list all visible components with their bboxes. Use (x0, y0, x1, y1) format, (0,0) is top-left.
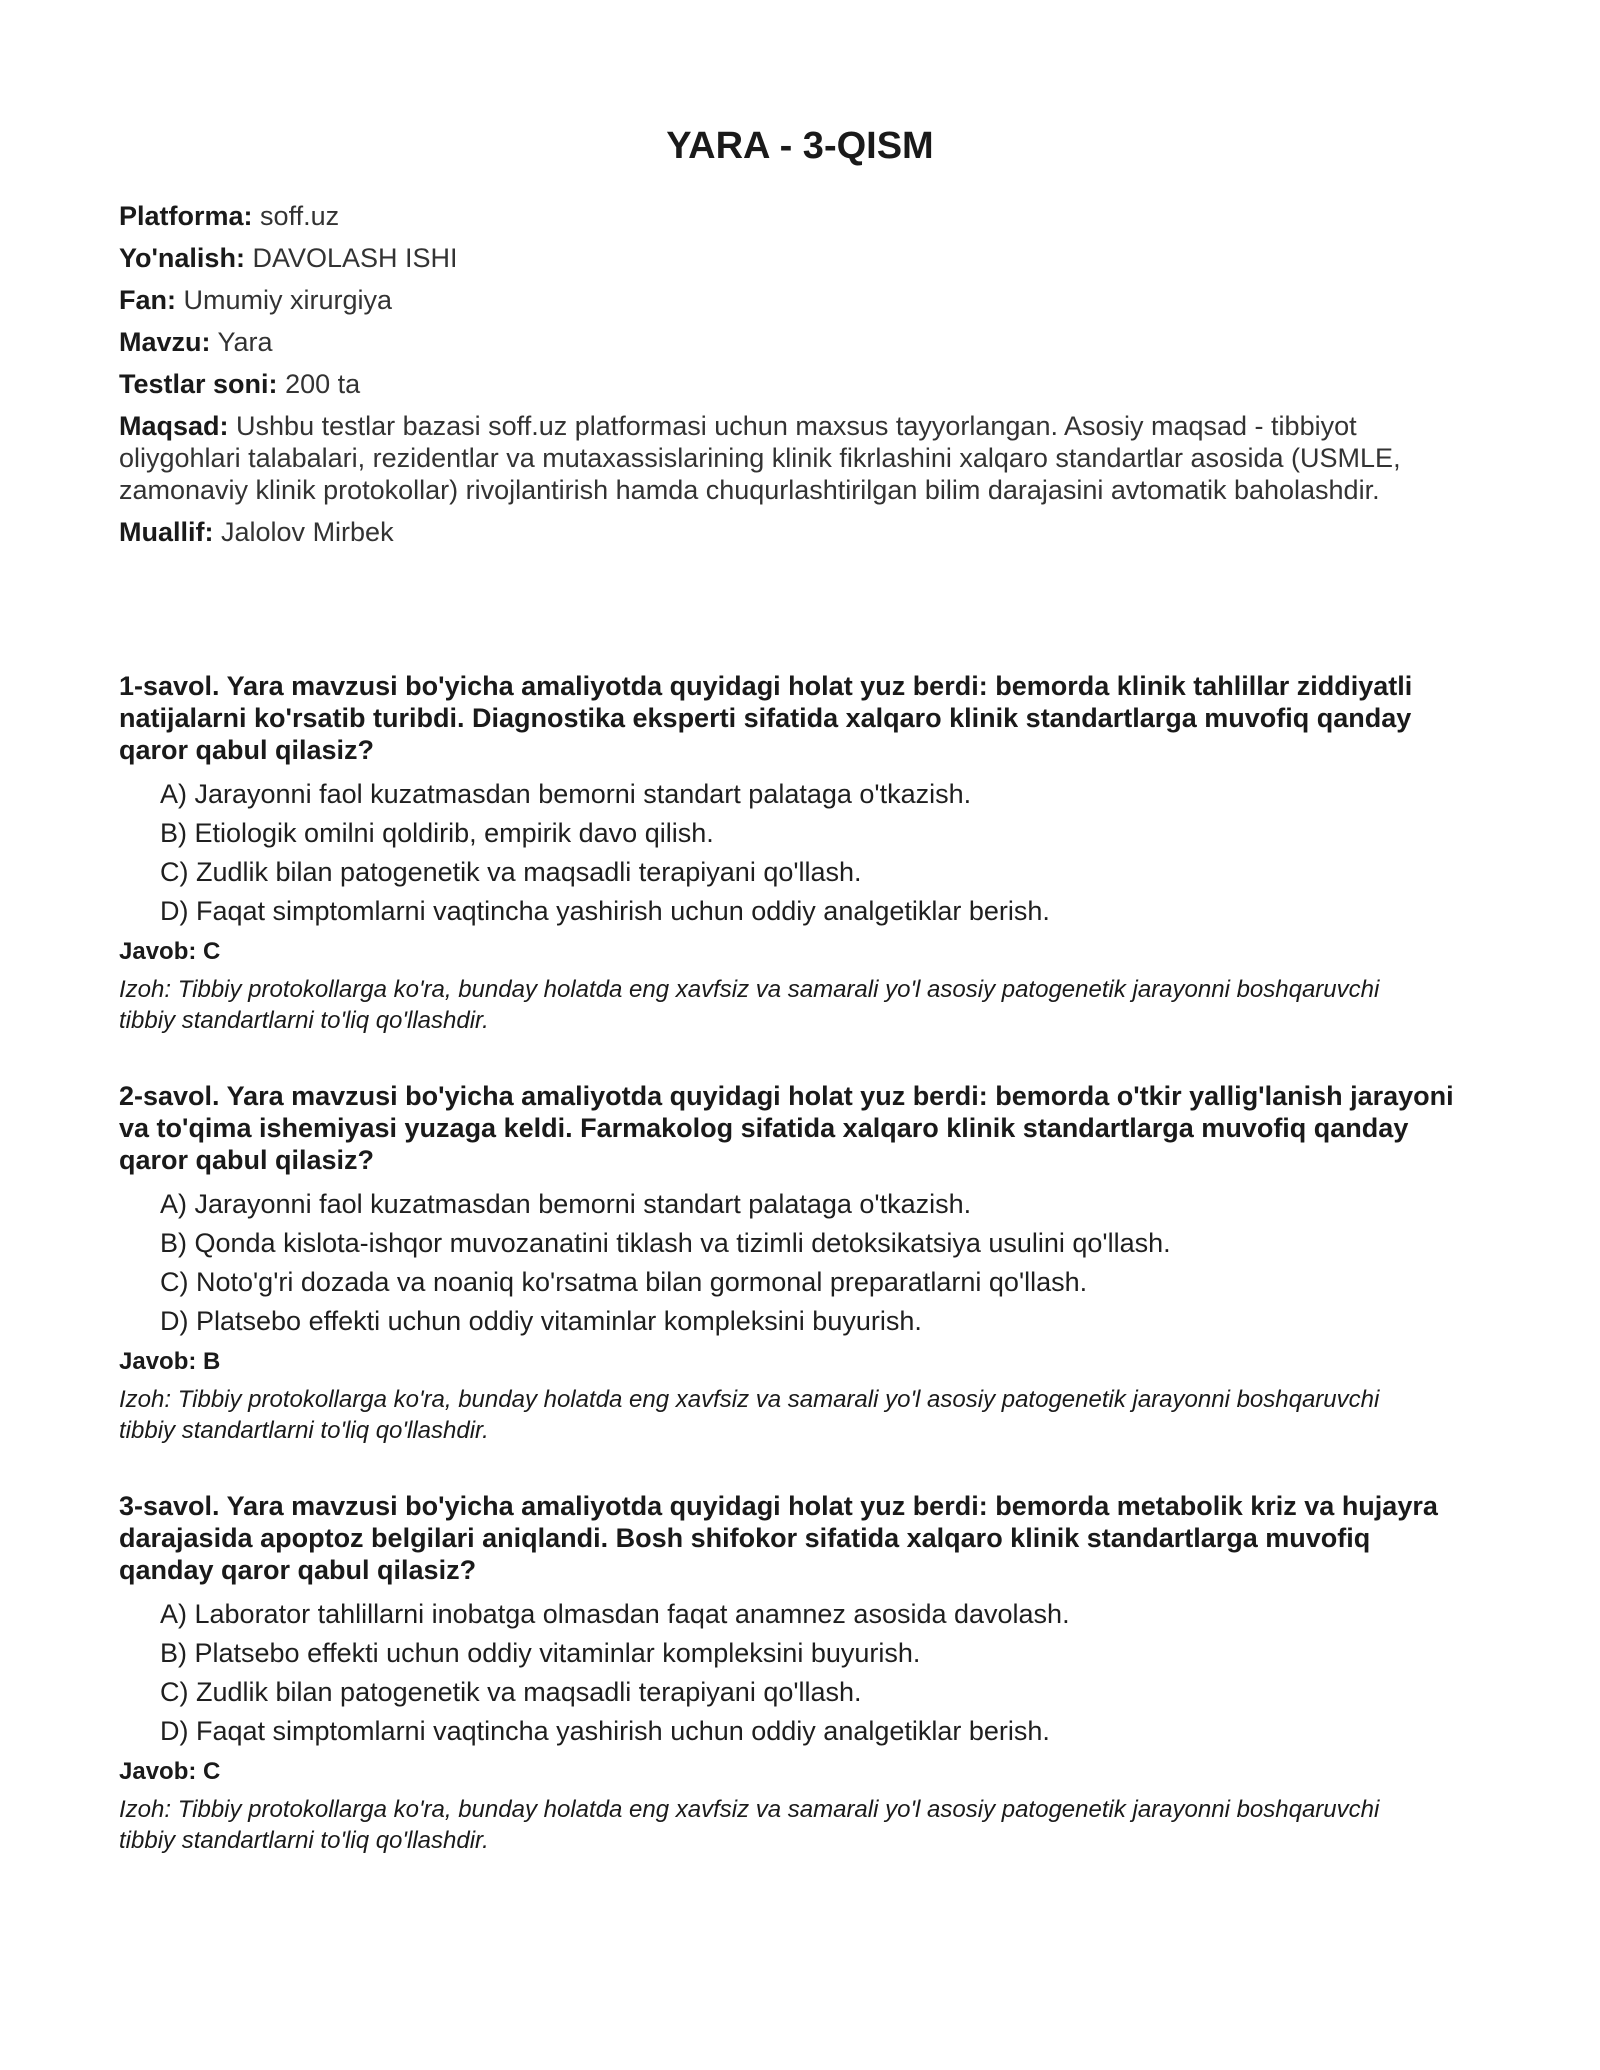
answer-options (119, 778, 1469, 927)
info-purpose (119, 410, 1459, 506)
option-d: D) Faqat simptomlarni vaqtincha yashirish uchun oddiy analgetiklar berish. (160, 896, 1050, 926)
document-info (119, 200, 1459, 558)
explanation: Izoh: Tibbiy protokollarga ko'ra, bunday holatda eng xavfsiz va samarali yo'l asosiy patogenetik jarayonni boshqaruvchi tibbiy standartlarni to'liq qo'llashdir. (119, 1796, 1380, 1854)
page-title: YARA - 3-QISM (666, 125, 934, 167)
correct-answer: Javob: B (119, 1348, 221, 1375)
option-c: C) Zudlik bilan patogenetik va maqsadli terapiyani qo'llash. (160, 1677, 862, 1707)
answer-options (119, 1598, 1469, 1747)
info-label: Muallif: (119, 517, 214, 547)
question-2 (119, 1080, 1469, 1446)
option-d: D) Platsebo effekti uchun oddiy vitaminlar kompleksini buyurish. (160, 1306, 922, 1336)
answer-options (119, 1188, 1469, 1337)
info-label: Yo'nalish: (119, 243, 245, 273)
info-platform (119, 200, 1459, 232)
question-text: 3-savol. Yara mavzusi bo'yicha amaliyotda quyidagi holat yuz berdi: bemorda metabolik kriz va hujayra darajasida apoptoz belgilari aniqlandi. Bosh shifokor sifatida xalqaro klinik standartlarga muvofiq qanday qaror qabul qilasiz? (119, 1491, 1438, 1585)
correct-answer: Javob: C (119, 938, 221, 965)
info-author (119, 516, 1459, 548)
info-value: Umumiy xirurgiya (183, 285, 393, 315)
explanation: Izoh: Tibbiy protokollarga ko'ra, bunday holatda eng xavfsiz va samarali yo'l asosiy patogenetik jarayonni boshqaruvchi tibbiy standartlarni to'liq qo'llashdir. (119, 1386, 1380, 1444)
info-direction (119, 242, 1459, 274)
option-b: B) Etiologik omilni qoldirib, empirik davo qilish. (160, 818, 714, 848)
info-label: Platforma: (119, 201, 253, 231)
info-value: Jalolov Mirbek (221, 517, 394, 547)
info-test-count (119, 368, 1459, 400)
info-subject (119, 284, 1459, 316)
option-c: C) Zudlik bilan patogenetik va maqsadli terapiyani qo'llash. (160, 857, 862, 887)
question-1 (119, 670, 1469, 1036)
option-b: B) Qonda kislota-ishqor muvozanatini tiklash va tizimli detoksikatsiya usulini qo'llash. (160, 1228, 1171, 1258)
info-label: Mavzu: (119, 327, 211, 357)
option-b: B) Platsebo effekti uchun oddiy vitaminlar kompleksini buyurish. (160, 1638, 921, 1668)
info-value: 200 ta (285, 369, 361, 399)
info-label: Maqsad: (119, 411, 229, 441)
info-value: DAVOLASH ISHI (252, 243, 458, 273)
option-a: A) Jarayonni faol kuzatmasdan bemorni standart palataga o'tkazish. (160, 1189, 972, 1219)
option-c: C) Noto'g'ri dozada va noaniq ko'rsatma bilan gormonal preparatlarni qo'llash. (160, 1267, 1088, 1297)
option-a: A) Laborator tahlillarni inobatga olmasdan faqat anamnez asosida davolash. (160, 1599, 1070, 1629)
question-text: 1-savol. Yara mavzusi bo'yicha amaliyotda quyidagi holat yuz berdi: bemorda klinik tahlillar ziddiyatli natijalarni ko'rsatib turibdi. Diagnostika eksperti sifatida xalqaro klinik standartlarga muvofiq qanday qaror qabul qilasiz? (119, 671, 1413, 765)
info-label: Fan: (119, 285, 176, 315)
option-d: D) Faqat simptomlarni vaqtincha yashirish uchun oddiy analgetiklar berish. (160, 1716, 1050, 1746)
explanation: Izoh: Tibbiy protokollarga ko'ra, bunday holatda eng xavfsiz va samarali yo'l asosiy patogenetik jarayonni boshqaruvchi tibbiy standartlarni to'liq qo'llashdir. (119, 976, 1380, 1034)
info-value: Ushbu testlar bazasi soff.uz platformasi uchun maxsus tayyorlangan. Asosiy maqsad - tibbiyot oliygohlari talabalari, rezidentlar va mutaxassislarining klinik fikrlashini xalqaro standartlar asosida (USMLE, zamonaviy klinik protokollar) rivojlantirish hamda chuqurlashtirilgan bilim darajasini avtomatik baholashdir. (119, 411, 1401, 505)
info-topic (119, 326, 1459, 358)
info-value: soff.uz (260, 201, 340, 231)
question-3 (119, 1490, 1469, 1856)
info-label: Testlar soni: (119, 369, 278, 399)
question-text: 2-savol. Yara mavzusi bo'yicha amaliyotda quyidagi holat yuz berdi: bemorda o'tkir yallig'lanish jarayoni va to'qima ishemiyasi yuzaga keldi. Farmakolog sifatida xalqaro klinik standartlarga muvofiq qanday qaror qabul qilasiz? (119, 1081, 1454, 1175)
correct-answer: Javob: C (119, 1758, 221, 1785)
info-value: Yara (217, 327, 273, 357)
option-a: A) Jarayonni faol kuzatmasdan bemorni standart palataga o'tkazish. (160, 779, 972, 809)
